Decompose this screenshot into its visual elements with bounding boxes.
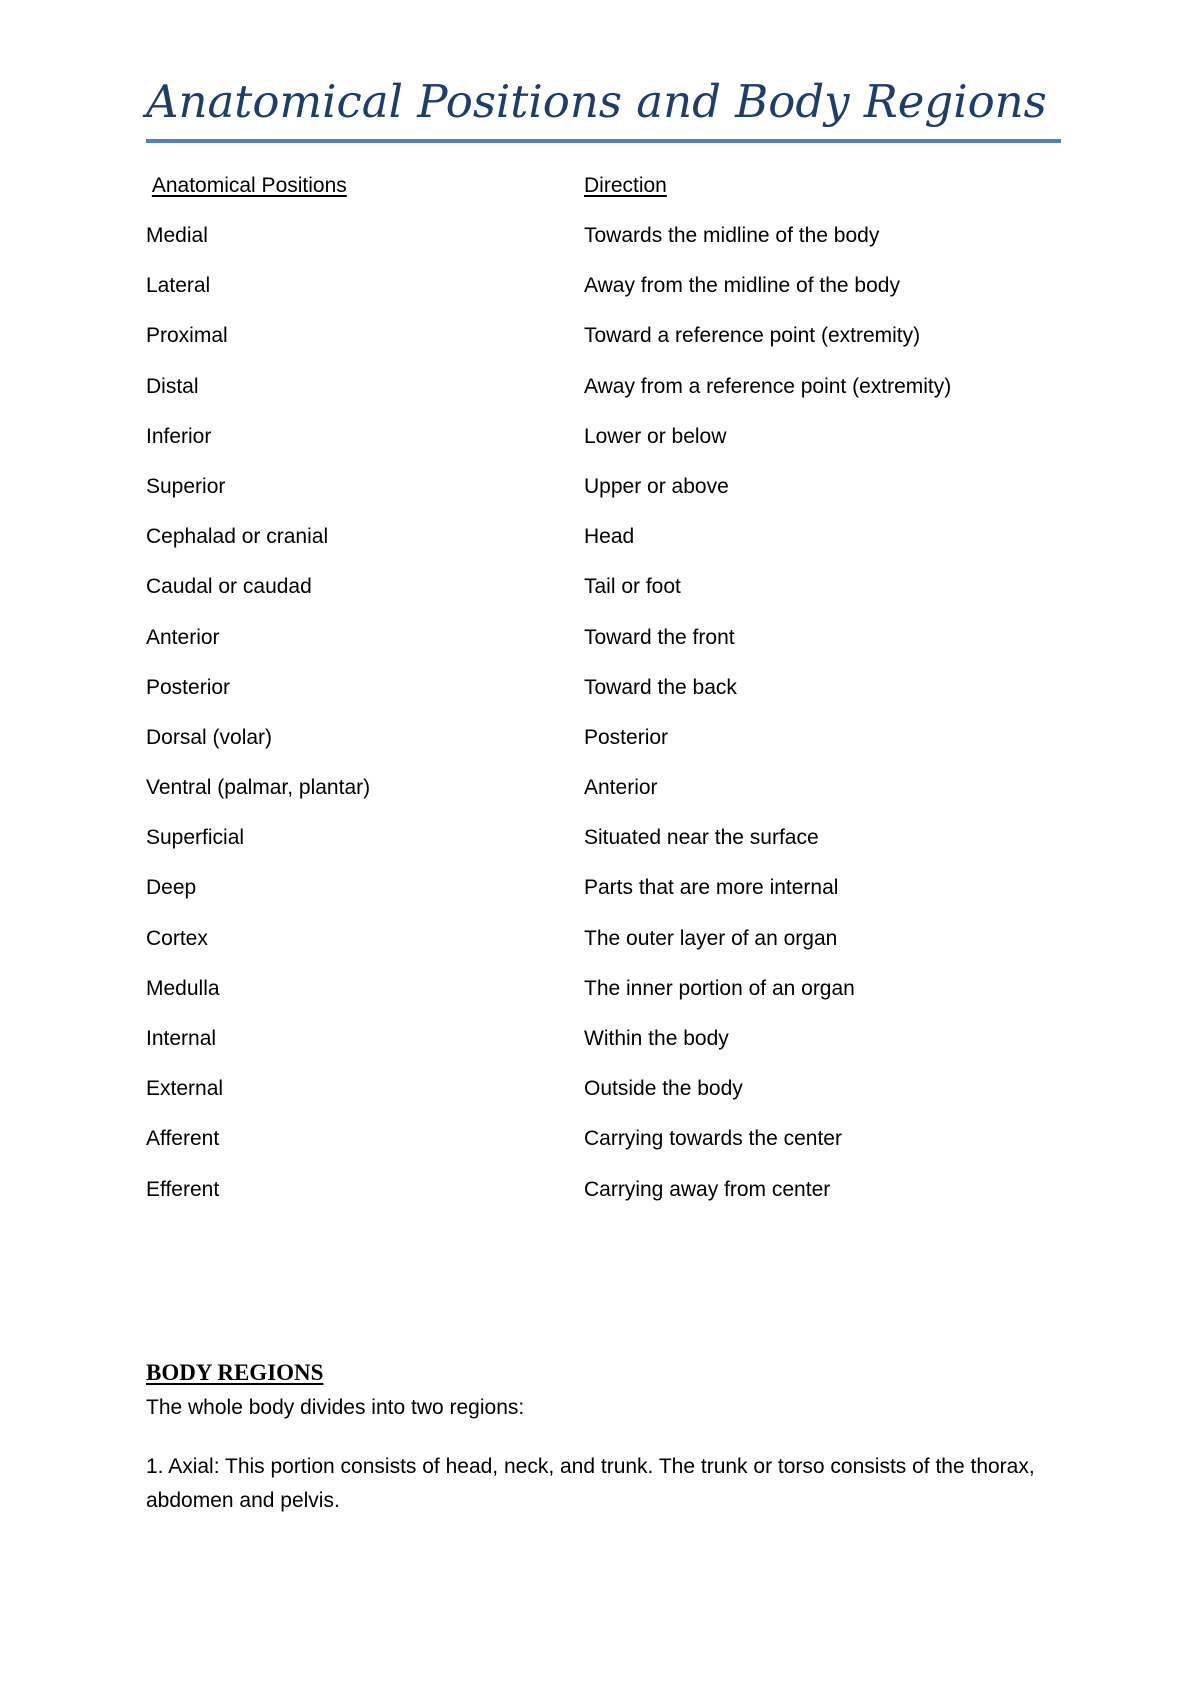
table-row bbox=[146, 573, 1066, 623]
table-row bbox=[146, 272, 1066, 322]
term-cell: Ventral (palmar, plantar) bbox=[146, 776, 371, 800]
axial-region-paragraph: 1. Axial: This portion consists of head, neck, and trunk. The trunk or torso consists of the thorax, abdomen and pelvis. bbox=[146, 1455, 1035, 1512]
term-cell: Caudal or caudad bbox=[146, 575, 312, 599]
direction-cell: Toward the front bbox=[584, 625, 735, 649]
term-cell: Anterior bbox=[146, 625, 220, 649]
direction-cell: Towards the midline of the body bbox=[584, 224, 880, 247]
direction-cell: Within the body bbox=[584, 1027, 729, 1050]
table-row bbox=[146, 774, 1066, 824]
table-row bbox=[146, 523, 1066, 573]
direction-cell: Posterior bbox=[584, 725, 669, 749]
term-cell: Distal bbox=[146, 374, 199, 398]
term-cell: Superficial bbox=[146, 826, 245, 850]
term-cell: Cephalad or cranial bbox=[146, 525, 329, 549]
page-title: Anatomical Positions and Body Regions bbox=[146, 75, 1047, 128]
table-row bbox=[146, 724, 1066, 774]
term-cell: Medial bbox=[146, 224, 208, 247]
direction-cell: Head bbox=[584, 525, 635, 549]
table-row bbox=[146, 423, 1066, 473]
table-row bbox=[146, 874, 1066, 924]
term-cell: Dorsal (volar) bbox=[146, 725, 273, 749]
term-cell: Efferent bbox=[146, 1177, 220, 1201]
direction-cell: Carrying away from center bbox=[584, 1177, 831, 1201]
direction-cell: Away from the midline of the body bbox=[584, 274, 900, 298]
direction-cell: The inner portion of an organ bbox=[584, 976, 855, 1000]
direction-cell: Away from a reference point (extremity) bbox=[584, 374, 952, 398]
table-row bbox=[146, 473, 1066, 523]
direction-cell: Toward a reference point (extremity) bbox=[584, 324, 921, 348]
title-underline-rule bbox=[146, 139, 1061, 143]
table-row bbox=[146, 824, 1066, 874]
term-cell: Medulla bbox=[146, 976, 220, 1000]
table-row bbox=[146, 1176, 1066, 1226]
term-cell: Inferior bbox=[146, 424, 212, 448]
direction-cell: Toward the back bbox=[584, 675, 737, 699]
term-cell: Internal bbox=[146, 1027, 217, 1050]
header-cell-direction bbox=[584, 172, 1064, 200]
table-row bbox=[146, 975, 1066, 1025]
direction-cell: Anterior bbox=[584, 776, 658, 800]
table-row bbox=[146, 373, 1066, 423]
anatomical-terms-table bbox=[146, 172, 1066, 1226]
header-direction-label: Direction bbox=[584, 174, 667, 197]
term-cell: Proximal bbox=[146, 324, 228, 348]
header-cell-term bbox=[146, 172, 584, 200]
term-cell: Afferent bbox=[146, 1127, 220, 1151]
term-cell: External bbox=[146, 1077, 224, 1101]
direction-cell: Carrying towards the center bbox=[584, 1127, 842, 1151]
direction-cell: Tail or foot bbox=[584, 575, 681, 599]
direction-cell: Lower or below bbox=[584, 424, 727, 448]
header-term-label: Anatomical Positions bbox=[151, 174, 347, 197]
direction-cell: Upper or above bbox=[584, 474, 729, 498]
table-row bbox=[146, 222, 1066, 272]
direction-cell: Outside the body bbox=[584, 1077, 743, 1101]
body-regions-intro: The whole body divides into two regions: bbox=[146, 1396, 525, 1419]
term-cell: Posterior bbox=[146, 675, 231, 699]
term-cell: Cortex bbox=[146, 926, 208, 950]
term-cell: Lateral bbox=[146, 274, 211, 298]
term-cell: Deep bbox=[146, 876, 197, 900]
term-cell: Superior bbox=[146, 474, 226, 498]
table-header-row bbox=[146, 172, 1066, 222]
direction-cell: Situated near the surface bbox=[584, 826, 819, 850]
body-regions-heading: BODY REGIONS bbox=[146, 1360, 324, 1385]
table-row bbox=[146, 925, 1066, 975]
table-row bbox=[146, 1025, 1066, 1075]
table-row bbox=[146, 1125, 1066, 1175]
table-row bbox=[146, 322, 1066, 372]
direction-cell: The outer layer of an organ bbox=[584, 926, 838, 950]
table-row bbox=[146, 674, 1066, 724]
table-row bbox=[146, 624, 1066, 674]
table-row bbox=[146, 1075, 1066, 1125]
direction-cell: Parts that are more internal bbox=[584, 876, 839, 900]
